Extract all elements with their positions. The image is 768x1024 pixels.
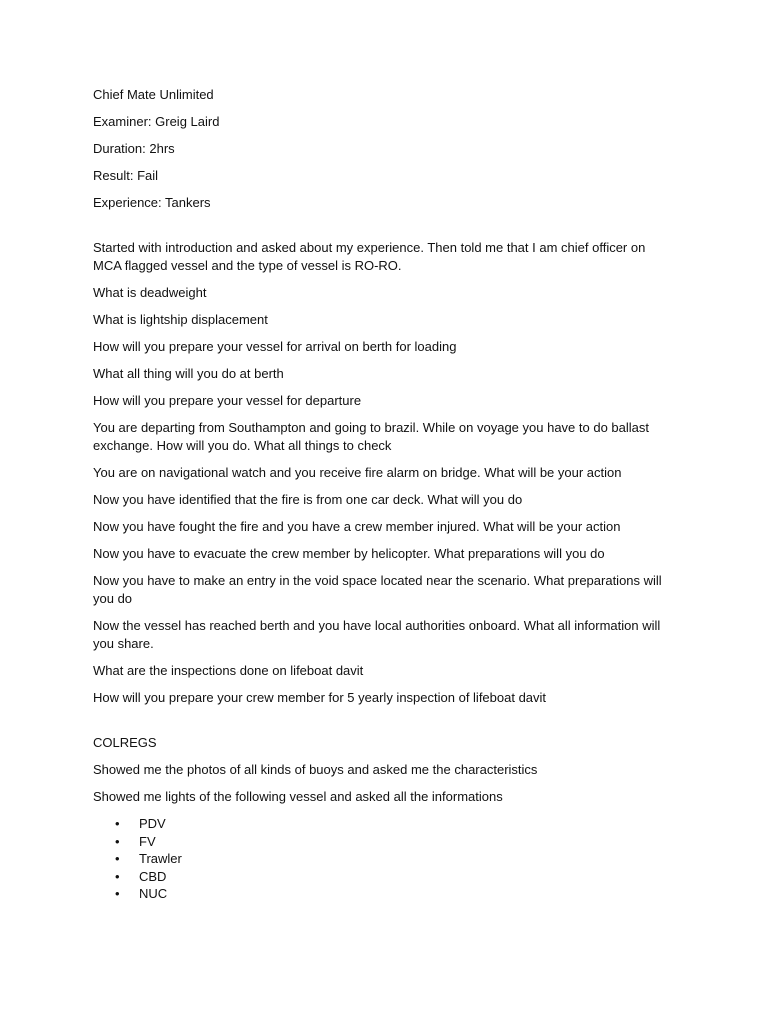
bullet-icon: •	[115, 816, 120, 831]
list-item-label: PDV	[139, 816, 166, 831]
question-item: Now you have fought the fire and you have a crew member injured. What will be your action	[93, 519, 621, 534]
question-item: What all thing will you do at berth	[93, 366, 284, 381]
vessel-lights-list	[93, 815, 675, 903]
experience-line: Experience: Tankers	[93, 195, 211, 210]
duration-line: Duration: 2hrs	[93, 141, 175, 156]
list-item	[93, 815, 675, 833]
bullet-icon: •	[115, 833, 120, 849]
list-item	[93, 850, 675, 868]
document-page	[93, 86, 675, 903]
question-item: Now you have to make an entry in the void space located near the scenario. What preparations will you do	[93, 573, 662, 606]
question-item: Now you have identified that the fire is from one car deck. What will you do	[93, 492, 523, 507]
question-item: How will you prepare your vessel for departure	[93, 393, 362, 408]
question-item: What are the inspections done on lifeboat davit	[93, 663, 364, 678]
list-item-label: CBD	[139, 868, 167, 884]
colregs-heading: COLREGS	[93, 735, 157, 750]
list-item	[93, 833, 675, 851]
examiner-line: Examiner: Greig Laird	[93, 114, 220, 129]
question-item: Now the vessel has reached berth and you have local authorities onboard. What all information will you share.	[93, 618, 661, 651]
list-item-label: NUC	[139, 886, 168, 902]
document-title: Chief Mate Unlimited	[93, 87, 214, 102]
question-item: How will you prepare your vessel for arrival on berth for loading	[93, 339, 457, 354]
list-item	[93, 868, 675, 886]
result-line: Result: Fail	[93, 168, 159, 183]
question-item: What is deadweight	[93, 285, 207, 300]
spacer	[93, 716, 675, 734]
bullet-icon: •	[115, 851, 120, 867]
question-item: You are on navigational watch and you receive fire alarm on bridge. What will be your action	[93, 465, 622, 480]
question-item: What is lightship displacement	[93, 312, 268, 327]
list-item	[93, 885, 675, 903]
list-item-label: Trawler	[139, 851, 182, 867]
list-item-label: FV	[139, 833, 156, 849]
question-item: Now you have to evacuate the crew member by helicopter. What preparations will you do	[93, 546, 605, 561]
question-item: Started with introduction and asked about my experience. Then told me that I am chief officer on MCA flagged vessel and the type of vessel is RO-RO.	[93, 240, 646, 273]
spacer	[93, 221, 675, 239]
colregs-line-lights: Showed me lights of the following vessel and asked all the informations	[93, 789, 503, 804]
bullet-icon: •	[115, 868, 120, 884]
question-item: How will you prepare your crew member for 5 yearly inspection of lifeboat davit	[93, 690, 547, 705]
question-list	[93, 239, 675, 707]
colregs-line-buoys: Showed me the photos of all kinds of buoys and asked me the characteristics	[93, 762, 538, 777]
question-item: You are departing from Southampton and going to brazil. While on voyage you have to do ballast exchange. How will you do. What all things to check	[93, 420, 649, 453]
bullet-icon: •	[115, 886, 120, 902]
